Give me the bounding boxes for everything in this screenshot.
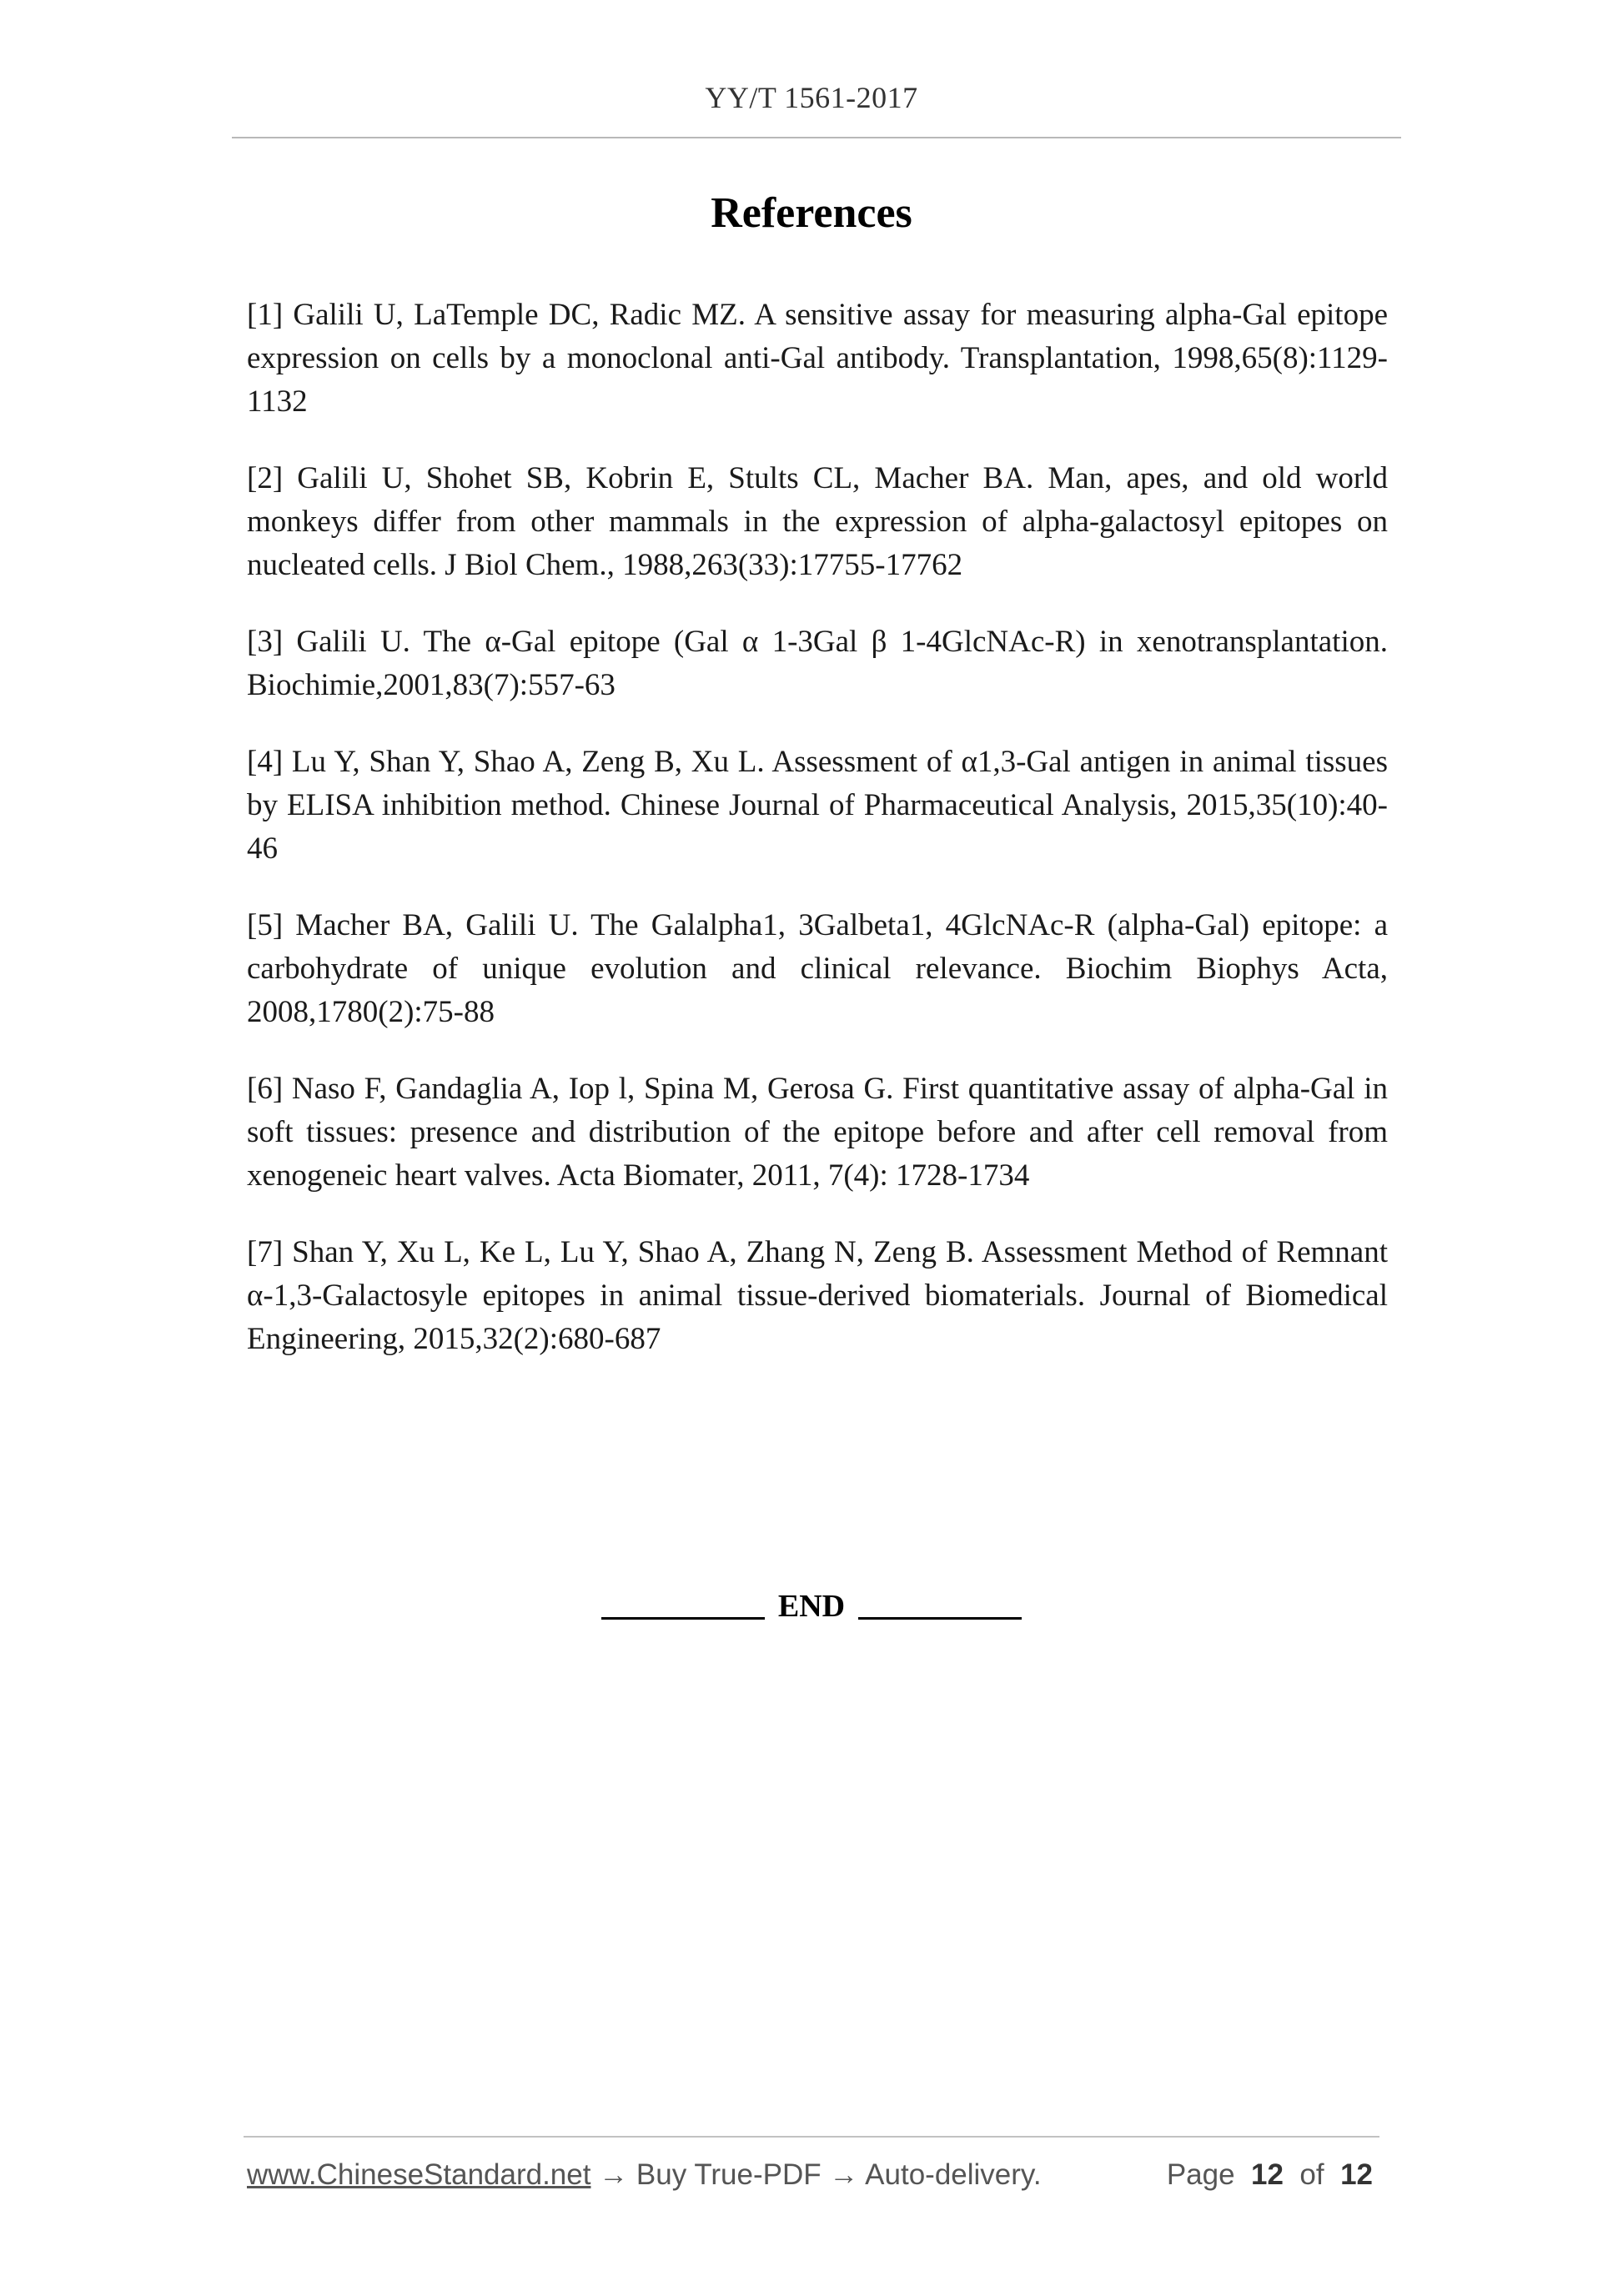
reference-list: [247, 294, 1388, 1394]
header-divider: [232, 137, 1401, 138]
footer-tagline: → Buy True-PDF → Auto-delivery.: [590, 2158, 1042, 2191]
end-rule-right: [858, 1617, 1022, 1620]
end-rule-left: [601, 1617, 765, 1620]
page-total: 12: [1340, 2158, 1373, 2191]
end-marker: [0, 1588, 1623, 1625]
reference-item: [6] Naso F, Gandaglia A, Iop l, Spina M, Gerosa G. First quantitative assay of alpha-Gal in soft tissues: presence and distribution of the epitope before and after cell removal from xenogeneic heart valves. Acta Biomater, 2011, 7(4): 1728-1734: [247, 1072, 1388, 1193]
reference-item: [1] Galili U, LaTemple DC, Radic MZ. A sensitive assay for measuring alpha-Gal epitope expression on cells by a monoclonal anti-Gal antibody. Transplantation, 1998,65(8):1129-1132: [247, 298, 1388, 419]
page-current: 12: [1251, 2158, 1284, 2191]
reference-item: [4] Lu Y, Shan Y, Shao A, Zeng B, Xu L. Assessment of α1,3-Gal antigen in animal tissues by ELISA inhibition method. Chinese Journal of Pharmaceutical Analysis, 2015,35(10):40-46: [247, 745, 1388, 866]
site-link[interactable]: www.ChineseStandard.net: [247, 2158, 591, 2191]
reference-item: [7] Shan Y, Xu L, Ke L, Lu Y, Shao A, Zhang N, Zeng B. Assessment Method of Remnant α-1,3-Galactosyle epitopes in animal tissue-derived biomaterials. Journal of Biomedical Engineering, 2015,32(2):680-687: [247, 1235, 1388, 1356]
reference-item: [3] Galili U. The α-Gal epitope (Gal α 1-3Gal β 1-4GlcNAc-R) in xenotransplantation. Biochimie,2001,83(7):557-63: [247, 625, 1388, 702]
page-title: References: [711, 189, 912, 237]
page-number: [1167, 2158, 1373, 2192]
reference-item: [5] Macher BA, Galili U. The Galalpha1, 3Galbeta1, 4GlcNAc-R (alpha-Gal) epitope: a carbohydrate of unique evolution and clinical relevance. Biochim Biophys Acta, 2008,1780(2):75-88: [247, 908, 1388, 1029]
running-header: YY/T 1561-2017: [705, 81, 918, 114]
page-label: Page: [1166, 2158, 1235, 2191]
footer-divider: [244, 2136, 1379, 2138]
page-of-label: of: [1299, 2158, 1324, 2191]
end-label: END: [777, 1589, 846, 1624]
footer-promo: [247, 2158, 1042, 2192]
reference-item: [2] Galili U, Shohet SB, Kobrin E, Stults CL, Macher BA. Man, apes, and old world monkeys differ from other mammals in the expression of alpha-galactosyl epitopes on nucleated cells. J Biol Chem., 1988,263(33):17755-17762: [247, 461, 1388, 582]
page-footer: [247, 2158, 1379, 2200]
